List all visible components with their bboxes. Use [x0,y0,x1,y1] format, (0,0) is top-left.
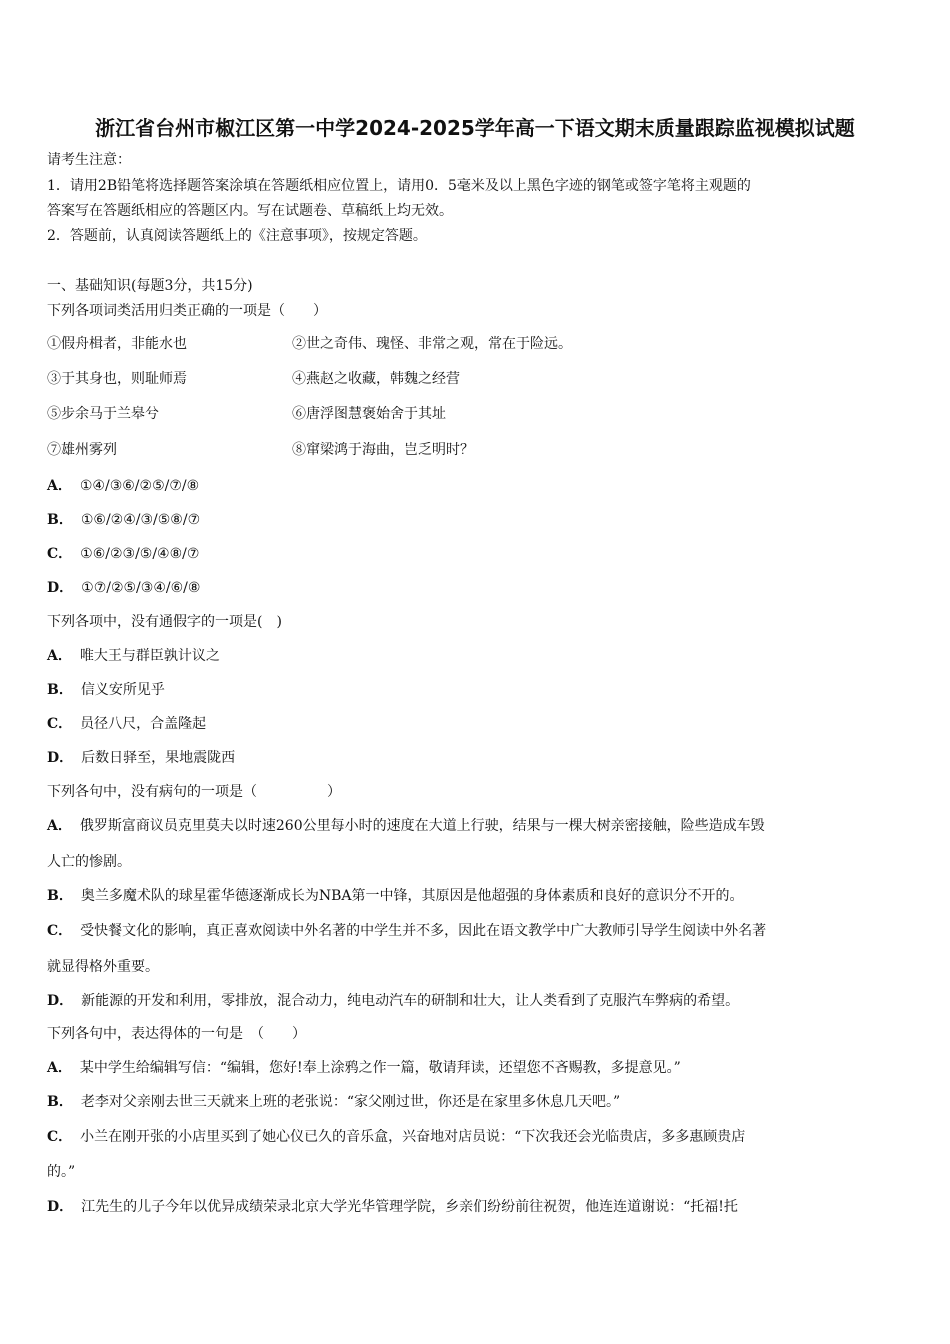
option-letter: A． [47,478,72,494]
question-stem: 下列各句中，表达得体的一句是 （ ） [47,1026,306,1042]
option-text: 老李对父亲刚去世三天就来上班的老张说：“家父刚过世，你还是在家里多休息几天吧。” [80,1094,621,1110]
question-stem: 下列各项词类活用归类正确的一项是（ ） [47,303,327,319]
option-b[interactable] [47,680,165,700]
option-text: 小兰在刚开张的小店里买到了她心仪已久的音乐盒，兴奋地对店员说：“下次我还会光临贵店，多多惠顾贵店 [80,1129,746,1145]
notice-line: 答案写在答题纸相应的答题区内。写在试题卷、草稿纸上均无效。 [47,203,453,219]
page-title: 浙江省台州市椒江区第一中学2024-2025学年高一下语文期末质量跟踪监视模拟试题 [95,116,855,140]
option-a[interactable] [47,646,220,666]
option-text: ①⑥/②③/⑤/④⑧/⑦ [80,546,200,562]
option-text: 某中学生给编辑写信：“编辑，您好!奉上涂鸦之作一篇，敬请拜读，还望您不吝赐教，多提意见。” [79,1060,681,1076]
question-stem: 下列各句中，没有病句的一项是（ ） [47,784,341,800]
list-item: ⑥唐浮图慧褒始舍于其址 [292,406,446,422]
option-text: 奥兰多魔术队的球星霍华德逐渐成长为NBA第一中锋，其原因是他超强的身体素质和良好的意识分不开的。 [80,888,744,904]
option-text: ①④/③⑥/②⑤/⑦/⑧ [79,478,200,494]
option-letter: B． [47,682,73,698]
notice-line: 2．答题前，认真阅读答题纸上的《注意事项》，按规定答题。 [47,228,427,244]
option-text: 后数日驿至，果地震陇西 [81,750,236,766]
option-d[interactable] [47,578,200,598]
option-letter: B． [47,512,73,528]
option-letter: C． [47,923,73,939]
option-text-continued: 的。” [47,1164,76,1180]
section-heading: 一、基础知识(每题3分，共15分) [47,278,253,294]
option-b[interactable] [47,886,744,906]
option-letter: A． [47,648,72,664]
option-letter: C． [47,546,73,562]
notice-line: 1．请用2B铅笔将选择题答案涂填在答题纸相应位置上，请用0．5毫米及以上黑色字迹的钢笔或签字笔将主观题的 [47,178,751,194]
question-stem: 下列各项中，没有通假字的一项是( ) [47,614,282,630]
option-a[interactable] [47,476,199,496]
option-b[interactable] [47,510,200,530]
option-d[interactable] [47,991,739,1011]
option-letter: D． [47,580,74,596]
option-text: 江先生的儿子今年以优异成绩荣录北京大学光华管理学院，乡亲们纷纷前往祝贺，他连连道谢说：“托福!托 [81,1199,738,1215]
list-item: ⑦雄州雾列 [47,442,117,458]
list-item: ④燕赵之收藏，韩魏之经营 [292,371,460,387]
list-item: ③于其身也，则耻师焉 [47,371,187,387]
option-text: 新能源的开发和利用，零排放，混合动力，纯电动汽车的研制和壮大，让人类看到了克服汽车弊病的希望。 [81,993,740,1009]
option-text: ①⑦/②⑤/③④/⑥/⑧ [81,580,201,596]
option-text: 员径八尺，合盖隆起 [80,716,207,732]
option-letter: D． [47,750,74,766]
option-letter: B． [47,1094,73,1110]
list-item: ⑤步余马于兰皋兮 [47,406,159,422]
option-letter: B． [47,888,73,904]
option-c[interactable] [47,714,206,734]
option-text: 受快餐文化的影响，真正喜欢阅读中外名著的中学生并不多，因此在语文教学中广大教师引导学生阅读中外名著 [80,923,767,939]
option-d[interactable] [47,1197,738,1217]
option-text-continued: 就显得格外重要。 [47,959,159,975]
list-item: ⑧窜梁鸿于海曲，岂乏明时？ [292,442,474,458]
option-text-continued: 人亡的惨剧。 [47,854,131,870]
option-a[interactable] [47,1058,681,1078]
option-text: 唯大王与群臣孰计议之 [79,648,220,664]
option-text: 信义安所见乎 [80,682,165,698]
option-text: ①⑥/②④/③/⑤⑧/⑦ [80,512,201,528]
option-letter: C． [47,716,73,732]
option-b[interactable] [47,1092,620,1112]
option-letter: C． [47,1129,73,1145]
option-c[interactable] [47,544,199,564]
option-letter: A． [47,1060,72,1076]
list-item: ②世之奇伟、瑰怪、非常之观，常在于险远。 [292,336,572,352]
option-c[interactable] [47,921,766,941]
option-letter: D． [47,993,74,1009]
notice-heading: 请考生注意： [47,152,131,168]
option-c[interactable] [47,1127,745,1147]
option-a[interactable] [47,816,765,836]
option-text: 俄罗斯富商议员克里莫夫以时速260公里每小时的速度在大道上行驶，结果与一棵大树亲密接触，险些造成车毁 [79,818,765,834]
list-item: ①假舟楫者，非能水也 [47,336,187,352]
option-letter: A． [47,818,72,834]
option-d[interactable] [47,748,235,768]
option-letter: D． [47,1199,74,1215]
